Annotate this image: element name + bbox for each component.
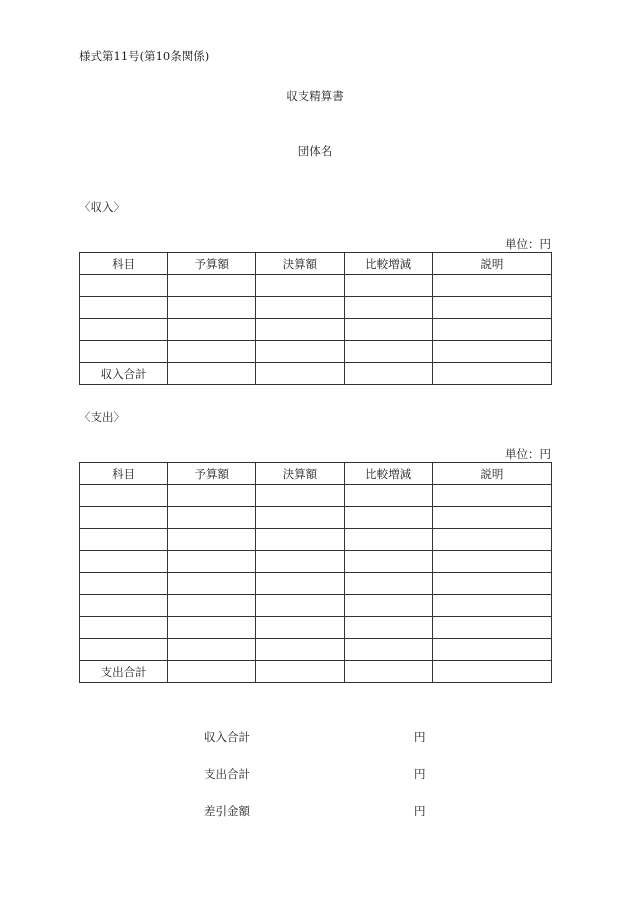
table-cell xyxy=(80,341,168,363)
expense-section-label: 〈支出〉 xyxy=(79,410,125,424)
total-row-label: 支出合計 xyxy=(80,661,168,683)
table-row xyxy=(80,595,552,617)
column-header-description: 説明 xyxy=(432,463,551,485)
summary-balance-unit: 円 xyxy=(414,804,426,818)
table-row xyxy=(80,507,552,529)
table-cell xyxy=(168,319,256,341)
table-cell xyxy=(80,297,168,319)
total-row xyxy=(80,363,552,385)
table-cell xyxy=(344,363,432,385)
column-header-budget: 予算額 xyxy=(168,253,256,275)
table-row xyxy=(80,485,552,507)
table-cell xyxy=(80,529,168,551)
table-cell xyxy=(256,573,344,595)
table-cell xyxy=(80,551,168,573)
expense-table xyxy=(79,462,552,683)
table-cell xyxy=(256,617,344,639)
table-cell xyxy=(168,363,256,385)
table-cell xyxy=(344,661,432,683)
expense-table-body xyxy=(80,485,552,683)
table-cell xyxy=(256,595,344,617)
table-cell xyxy=(256,275,344,297)
table-row xyxy=(80,573,552,595)
table-cell xyxy=(344,507,432,529)
table-cell xyxy=(168,275,256,297)
summary-income-total-label: 収入合計 xyxy=(204,730,250,744)
table-cell xyxy=(432,595,551,617)
column-header-settlement: 決算額 xyxy=(256,463,344,485)
table-cell xyxy=(80,639,168,661)
expense-header-row xyxy=(80,463,552,485)
table-cell xyxy=(432,573,551,595)
table-cell xyxy=(80,319,168,341)
table-cell xyxy=(80,485,168,507)
table-cell xyxy=(168,297,256,319)
table-cell xyxy=(432,319,551,341)
table-cell xyxy=(432,639,551,661)
form-number: 様式第11号(第10条関係) xyxy=(79,49,210,63)
table-cell xyxy=(344,617,432,639)
table-cell xyxy=(168,595,256,617)
table-cell xyxy=(344,485,432,507)
table-cell xyxy=(256,661,344,683)
summary-balance-label: 差引金額 xyxy=(204,804,250,818)
table-cell xyxy=(344,297,432,319)
table-cell xyxy=(432,529,551,551)
column-header-subject: 科目 xyxy=(80,463,168,485)
table-cell xyxy=(256,297,344,319)
table-cell xyxy=(344,573,432,595)
table-cell xyxy=(432,297,551,319)
total-row-label: 収入合計 xyxy=(80,363,168,385)
table-cell xyxy=(168,573,256,595)
table-row xyxy=(80,551,552,573)
summary-expense-total-unit: 円 xyxy=(414,767,426,781)
table-row xyxy=(80,275,552,297)
income-header-row xyxy=(80,253,552,275)
table-cell xyxy=(168,551,256,573)
table-row xyxy=(80,529,552,551)
table-cell xyxy=(256,485,344,507)
income-section-label: 〈収入〉 xyxy=(79,200,125,214)
table-cell xyxy=(344,595,432,617)
table-cell xyxy=(432,363,551,385)
table-cell xyxy=(80,507,168,529)
column-header-difference: 比較増減 xyxy=(344,463,432,485)
table-cell xyxy=(432,661,551,683)
table-row xyxy=(80,639,552,661)
column-header-difference: 比較増減 xyxy=(344,253,432,275)
table-cell xyxy=(256,341,344,363)
table-cell xyxy=(80,617,168,639)
table-cell xyxy=(344,639,432,661)
table-cell xyxy=(344,529,432,551)
table-cell xyxy=(432,485,551,507)
table-cell xyxy=(256,319,344,341)
table-cell xyxy=(432,341,551,363)
table-cell xyxy=(168,529,256,551)
table-cell xyxy=(168,341,256,363)
table-cell xyxy=(432,275,551,297)
column-header-description: 説明 xyxy=(432,253,551,275)
table-row xyxy=(80,319,552,341)
table-cell xyxy=(256,507,344,529)
table-cell xyxy=(256,529,344,551)
income-table xyxy=(79,252,552,385)
table-cell xyxy=(168,617,256,639)
expense-unit-label: 単位：円 xyxy=(505,447,551,461)
column-header-settlement: 決算額 xyxy=(256,253,344,275)
summary-expense-total-label: 支出合計 xyxy=(204,767,250,781)
total-row xyxy=(80,661,552,683)
income-table-body xyxy=(80,275,552,385)
column-header-budget: 予算額 xyxy=(168,463,256,485)
column-header-subject: 科目 xyxy=(80,253,168,275)
table-cell xyxy=(168,507,256,529)
table-row xyxy=(80,617,552,639)
table-cell xyxy=(432,551,551,573)
table-cell xyxy=(344,275,432,297)
table-cell xyxy=(80,573,168,595)
table-cell xyxy=(80,595,168,617)
table-row xyxy=(80,341,552,363)
table-cell xyxy=(344,551,432,573)
table-cell xyxy=(432,507,551,529)
table-cell xyxy=(344,319,432,341)
page-title: 収支精算書 xyxy=(286,89,344,103)
table-cell xyxy=(344,341,432,363)
income-unit-label: 単位：円 xyxy=(505,237,551,251)
table-cell xyxy=(80,275,168,297)
table-cell xyxy=(256,551,344,573)
organization-label: 団体名 xyxy=(297,144,333,158)
table-cell xyxy=(168,485,256,507)
table-cell xyxy=(168,661,256,683)
table-row xyxy=(80,297,552,319)
table-cell xyxy=(256,363,344,385)
table-cell xyxy=(432,617,551,639)
table-cell xyxy=(256,639,344,661)
summary-income-total-unit: 円 xyxy=(414,730,426,744)
table-cell xyxy=(168,639,256,661)
